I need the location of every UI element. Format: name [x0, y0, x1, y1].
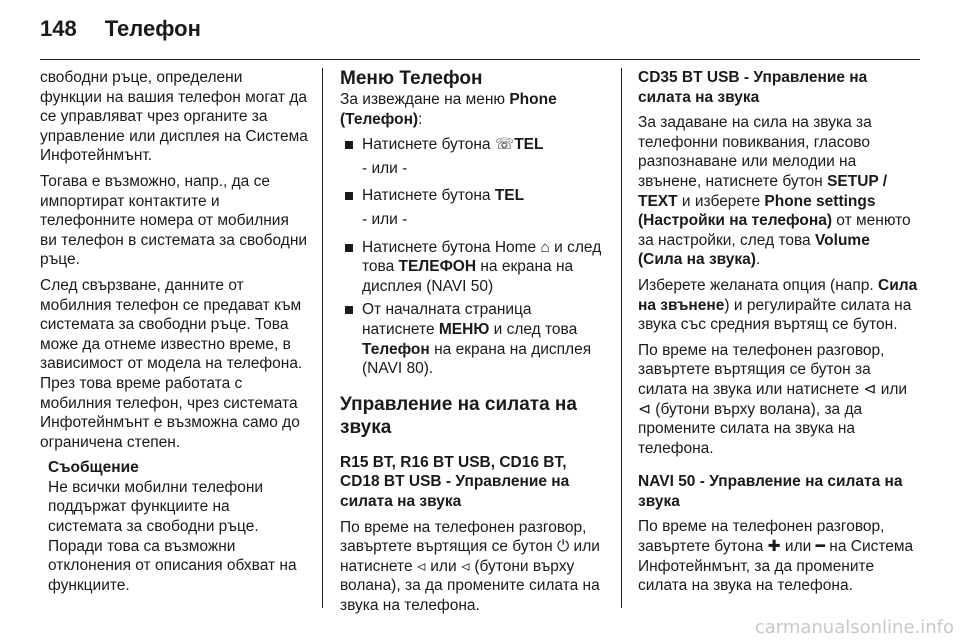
- note-text: Не всички мобилни телефони поддържат функциите на системата за свободни ръце. Поради това са възможни отклонения от описания обхват на функциите.: [48, 478, 297, 594]
- paragraph: По време на телефонен разговор, завъртете въртящия се бутон ⏻ или натиснете ⊲ или ⊲ (бутони върху волана), за да промените силата на звука на телефона.: [340, 518, 600, 614]
- or-separator: - или -: [362, 159, 408, 177]
- volume-up-icon: ⊲: [863, 380, 877, 398]
- paragraph: Тогава е възможно, напр., да се импортират контактите и телефонните номера от мобилния ви телефон в системата за свободни ръце.: [40, 172, 308, 269]
- phone-icon: ☏: [494, 136, 515, 154]
- or-separator: - или -: [362, 210, 408, 228]
- header-divider: [40, 59, 920, 60]
- paragraph: По време на телефонен разговор, завъртете въртящия се бутон за силата на звука или натиснете ⊲ или ⊲ (бутони върху волана), за да промените силата на звука на телефона.: [638, 341, 908, 457]
- plus-icon: ✚: [767, 538, 781, 556]
- volume-down-icon: ⊲: [460, 557, 471, 575]
- column-divider: [322, 68, 323, 608]
- paragraph: По време на телефонен разговор, завъртете бутона ✚ или ━ на Система Инфотейнмънт, за да промените силата на звука на телефона.: [638, 518, 914, 595]
- list-item: Натиснете бутона ☏TEL: [340, 135, 604, 155]
- list-item: Натиснете бутона TEL: [340, 186, 604, 206]
- paragraph: След свързване, данните от мобилния телефон се предават към системата за свободни ръце. Това може да отнеме известно време, в зависимост от модела на телефона. През това време работата с мобилния телефон, чрез системата Инфотейнмънт е възможна само до ограничена степен.: [40, 276, 303, 451]
- note-title: Съобщение: [48, 459, 139, 477]
- sub-heading: R15 BT, R16 BT USB, CD16 BT, CD18 BT USB - Управление на силата на звука: [340, 453, 570, 510]
- paragraph: За задаване на сила на звука за телефонни повиквания, гласово разпознаване или мелодии на звънене, натиснете бутон SETUP / TEXT и изберете Phone settings (Настройки на телефона) от менюто за настройки, след това Volume (Сила на звука).: [638, 114, 911, 269]
- page-header: [40, 16, 201, 56]
- minus-icon: ━: [815, 538, 825, 556]
- paragraph: свободни ръце, определени функции на вашия телефон могат да се управляват чрез органите за управление или дисплея на Система Инфотейнмънт.: [40, 69, 308, 165]
- watermark: carmanualsonline.info: [754, 617, 954, 638]
- volume-down-icon: ⊲: [638, 400, 651, 418]
- page-number: 148: [40, 16, 77, 41]
- page-title: Телефон: [104, 16, 201, 41]
- paragraph: Изберете желаната опция (напр. Сила на звънене) и регулирайте силата на звука със средния въртящ се бутон.: [638, 276, 918, 334]
- column-2: [340, 68, 604, 621]
- section-heading-volume: Управление на силата на звука: [340, 393, 577, 438]
- volume-up-icon: ⊲: [416, 557, 426, 575]
- sub-heading: CD35 BT USB - Управление на силата на звука: [638, 69, 868, 106]
- home-icon: ⌂: [540, 238, 550, 256]
- sub-heading: NAVI 50 - Управление на силата на звука: [638, 473, 903, 510]
- section-heading-phone-menu: Меню Телефон: [340, 68, 483, 89]
- column-1: [40, 68, 308, 595]
- power-knob-icon: ⏻: [556, 538, 570, 556]
- column-divider: [621, 68, 622, 608]
- column-3: [638, 68, 918, 602]
- list-item: От началната страница натиснете МЕНЮ и след това Телефон на екрана на дисплея (NAVI 80).: [340, 300, 604, 378]
- note-box: [48, 458, 308, 595]
- list-item: Натиснете бутона Home ⌂ и след това ТЕЛЕФОН на екрана на дисплея (NAVI 50): [340, 238, 604, 297]
- paragraph: За извеждане на меню Phone (Телефон):: [340, 91, 557, 128]
